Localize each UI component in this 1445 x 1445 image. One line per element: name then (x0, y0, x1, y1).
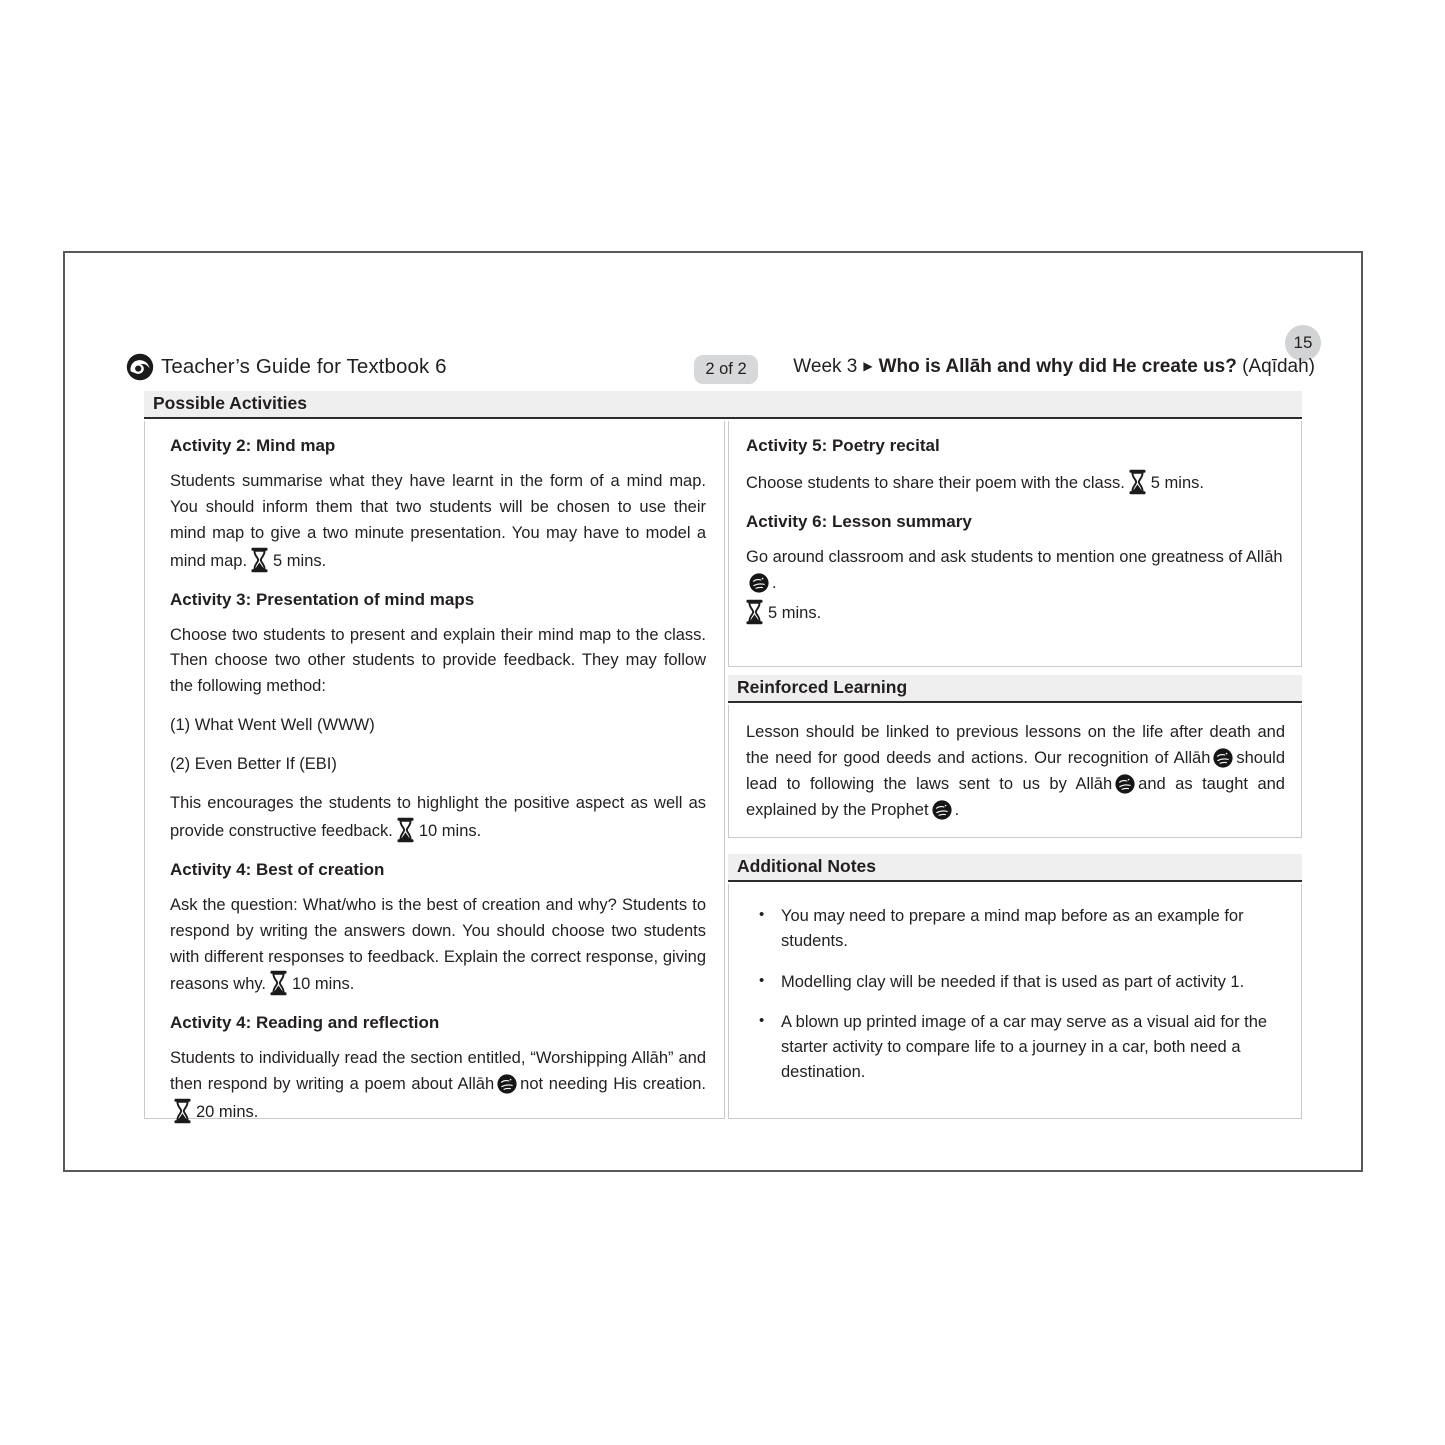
additional-notes-heading: Additional Notes (737, 856, 877, 876)
allah-honorific-icon (497, 1074, 517, 1094)
activity3-body: Choose two students to present and explain their mind map to the class. Then choose two other students to provide feedback. They may follow the following method: (170, 625, 706, 696)
lesson-title: Who is Allāh and why did He create us? (878, 356, 1237, 377)
bullet-icon: • (759, 906, 765, 923)
bullet-icon: • (759, 971, 765, 989)
activity3-body2: This encourages the students to highlight the positive aspect as well as provide constructive feedback. 10 mins. (170, 791, 706, 845)
activity6-title: Activity 6: Lesson summary (746, 511, 972, 531)
publisher-logo-icon (126, 353, 154, 381)
activity6-duration: 5 mins. (768, 603, 822, 622)
activity3-method-2: (2) Even Better If (EBI) (170, 755, 337, 774)
allah-honorific-icon (749, 573, 769, 593)
activity2-duration: 5 mins. (273, 551, 327, 570)
page-number-badge: 15 (1285, 325, 1321, 361)
hourglass-icon (1129, 469, 1146, 495)
activity5-duration: 5 mins. (1150, 474, 1204, 492)
activities-right-column (728, 421, 1302, 667)
hourglass-icon (397, 817, 414, 843)
bullet-icon: • (759, 1012, 765, 1030)
activity4b-body: Students to individually read the section entitled, “Worshipping Allāh” and then respond by writing a poem about Allāh not needing His creation.20 mins. (170, 1046, 706, 1126)
activity4a-title: Activity 4: Best of creation (170, 859, 385, 879)
activity2-title: Activity 2: Mind map (170, 436, 336, 455)
reinforced-learning-section-header (728, 675, 1302, 703)
hourglass-icon (251, 547, 268, 573)
activity4a-duration: 10 mins. (292, 975, 355, 994)
reinforced-learning-box (728, 705, 1302, 838)
prophet-honorific-icon (932, 800, 952, 820)
reinforced-learning-body: Lesson should be linked to previous lessons on the life after death and the need for good deeds and actions. Our recognition of Allāh should lead to following the laws sent to us by Allāh and as taught and explained by the Prophet . (746, 723, 1285, 819)
activity5-body: Choose students to share their poem with the class. 5 mins. (746, 469, 1285, 497)
activities-left-column (144, 421, 725, 1122)
activity4a-body: Ask the question: What/who is the best of creation and why? Students to respond by writing the answers down. You should choose two students with different responses to feedback. Explain the correct response, giving reasons why. 10 mins. (170, 893, 706, 999)
activity3-method-1: (1) What Went Well (WWW) (170, 716, 375, 735)
activity6-body: Go around classroom and ask students to mention one greatness of Allāh. (746, 547, 1283, 592)
note-item: • You may need to prepare a mind map before as an example for students. (746, 904, 1287, 954)
note-item: • Modelling clay will be needed if that is used as part of activity 1. (746, 970, 1287, 995)
sheet-count-badge: 2 of 2 (694, 355, 758, 384)
additional-notes-box (728, 884, 1302, 1119)
book-title: Teacher’s Guide for Textbook 6 (161, 355, 447, 378)
possible-activities-section-header (144, 391, 1302, 419)
hourglass-icon (174, 1098, 191, 1124)
allah-honorific-icon (1213, 748, 1233, 768)
week-label: Week 3 (793, 356, 858, 377)
allah-honorific-icon (1115, 774, 1135, 794)
additional-notes-section-header (728, 854, 1302, 882)
activity3-duration: 10 mins. (418, 821, 482, 840)
activity5-title: Activity 5: Poetry recital (746, 436, 940, 455)
activity2-body: Students summarise what they have learnt in the form of a mind map. You should inform them that two students will be chosen to use their mind map to give a two minute presentation. You may have to model a mind map. 5 mins. (170, 469, 706, 575)
lesson-subject: (Aqīdah) (1242, 356, 1315, 377)
activity6-duration-line (746, 599, 1285, 627)
hourglass-icon (270, 970, 287, 996)
activity4b-duration: 20 mins. (196, 1103, 259, 1122)
possible-activities-heading: Possible Activities (153, 393, 307, 413)
activity4b-title: Activity 4: Reading and reflection (170, 1013, 440, 1033)
book-title-group (126, 353, 447, 381)
arrow-right-icon: ▶ (863, 359, 873, 373)
activity3-title: Activity 3: Presentation of mind maps (170, 589, 475, 609)
hourglass-icon (746, 599, 763, 625)
lesson-header (793, 356, 1315, 378)
reinforced-learning-heading: Reinforced Learning (737, 677, 908, 697)
note-item: • A blown up printed image of a car may serve as a visual aid for the starter activity to compare life to a journey in a car, both need a destination. (746, 1010, 1287, 1084)
page-frame (63, 251, 1363, 1172)
